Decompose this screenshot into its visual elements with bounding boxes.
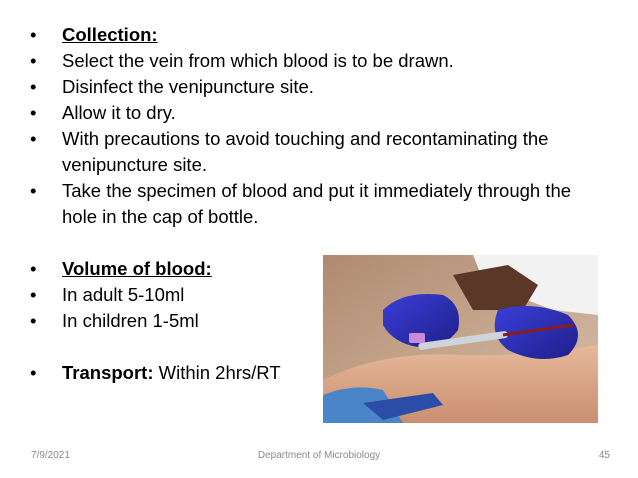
blood-draw-illustration <box>323 255 598 423</box>
bullet-text: Disinfect the venipuncture site. <box>62 76 314 97</box>
bullet-dry <box>24 100 604 126</box>
bullet-disinfect <box>24 74 604 100</box>
bullet-text: In adult 5-10ml <box>62 284 185 305</box>
blood-draw-photo <box>323 255 598 423</box>
transport-text: Within 2hrs/RT <box>153 362 281 383</box>
transport-label: Transport: <box>62 362 154 383</box>
bullet-dot: • <box>30 180 37 201</box>
butterfly-wing <box>409 333 425 343</box>
bullet-text: Take the specimen of blood and put it immediately through the hole in the cap of bottle. <box>62 180 572 227</box>
bullet-select-vein <box>24 48 604 74</box>
bullet-specimen <box>24 178 604 230</box>
collection-heading: Collection: <box>62 24 158 45</box>
bullet-text: Select the vein from which blood is to be drawn. <box>62 50 454 71</box>
bullet-dot: • <box>30 258 37 279</box>
footer-date: 7/9/2021 <box>31 450 70 461</box>
bullet-dot: • <box>30 284 37 305</box>
bullet-text: With precautions to avoid touching and recontaminating the venipuncture site. <box>62 128 549 175</box>
bullet-dot: • <box>30 128 37 149</box>
bullet-collection-heading <box>24 22 604 48</box>
bullet-dot: • <box>30 310 37 331</box>
bullet-precautions <box>24 126 604 178</box>
bullet-dot: • <box>30 76 37 97</box>
bullet-dot: • <box>30 50 37 71</box>
bullet-dot: • <box>30 362 37 383</box>
footer-department: Department of Microbiology <box>257 450 381 461</box>
bullet-text: In children 1-5ml <box>62 310 199 331</box>
bullet-text: Allow it to dry. <box>62 102 176 123</box>
volume-heading: Volume of blood: <box>62 258 212 279</box>
bullet-dot: • <box>30 24 37 45</box>
bullet-dot: • <box>30 102 37 123</box>
footer-page-number: 45 <box>598 450 610 461</box>
spacer <box>24 230 604 256</box>
